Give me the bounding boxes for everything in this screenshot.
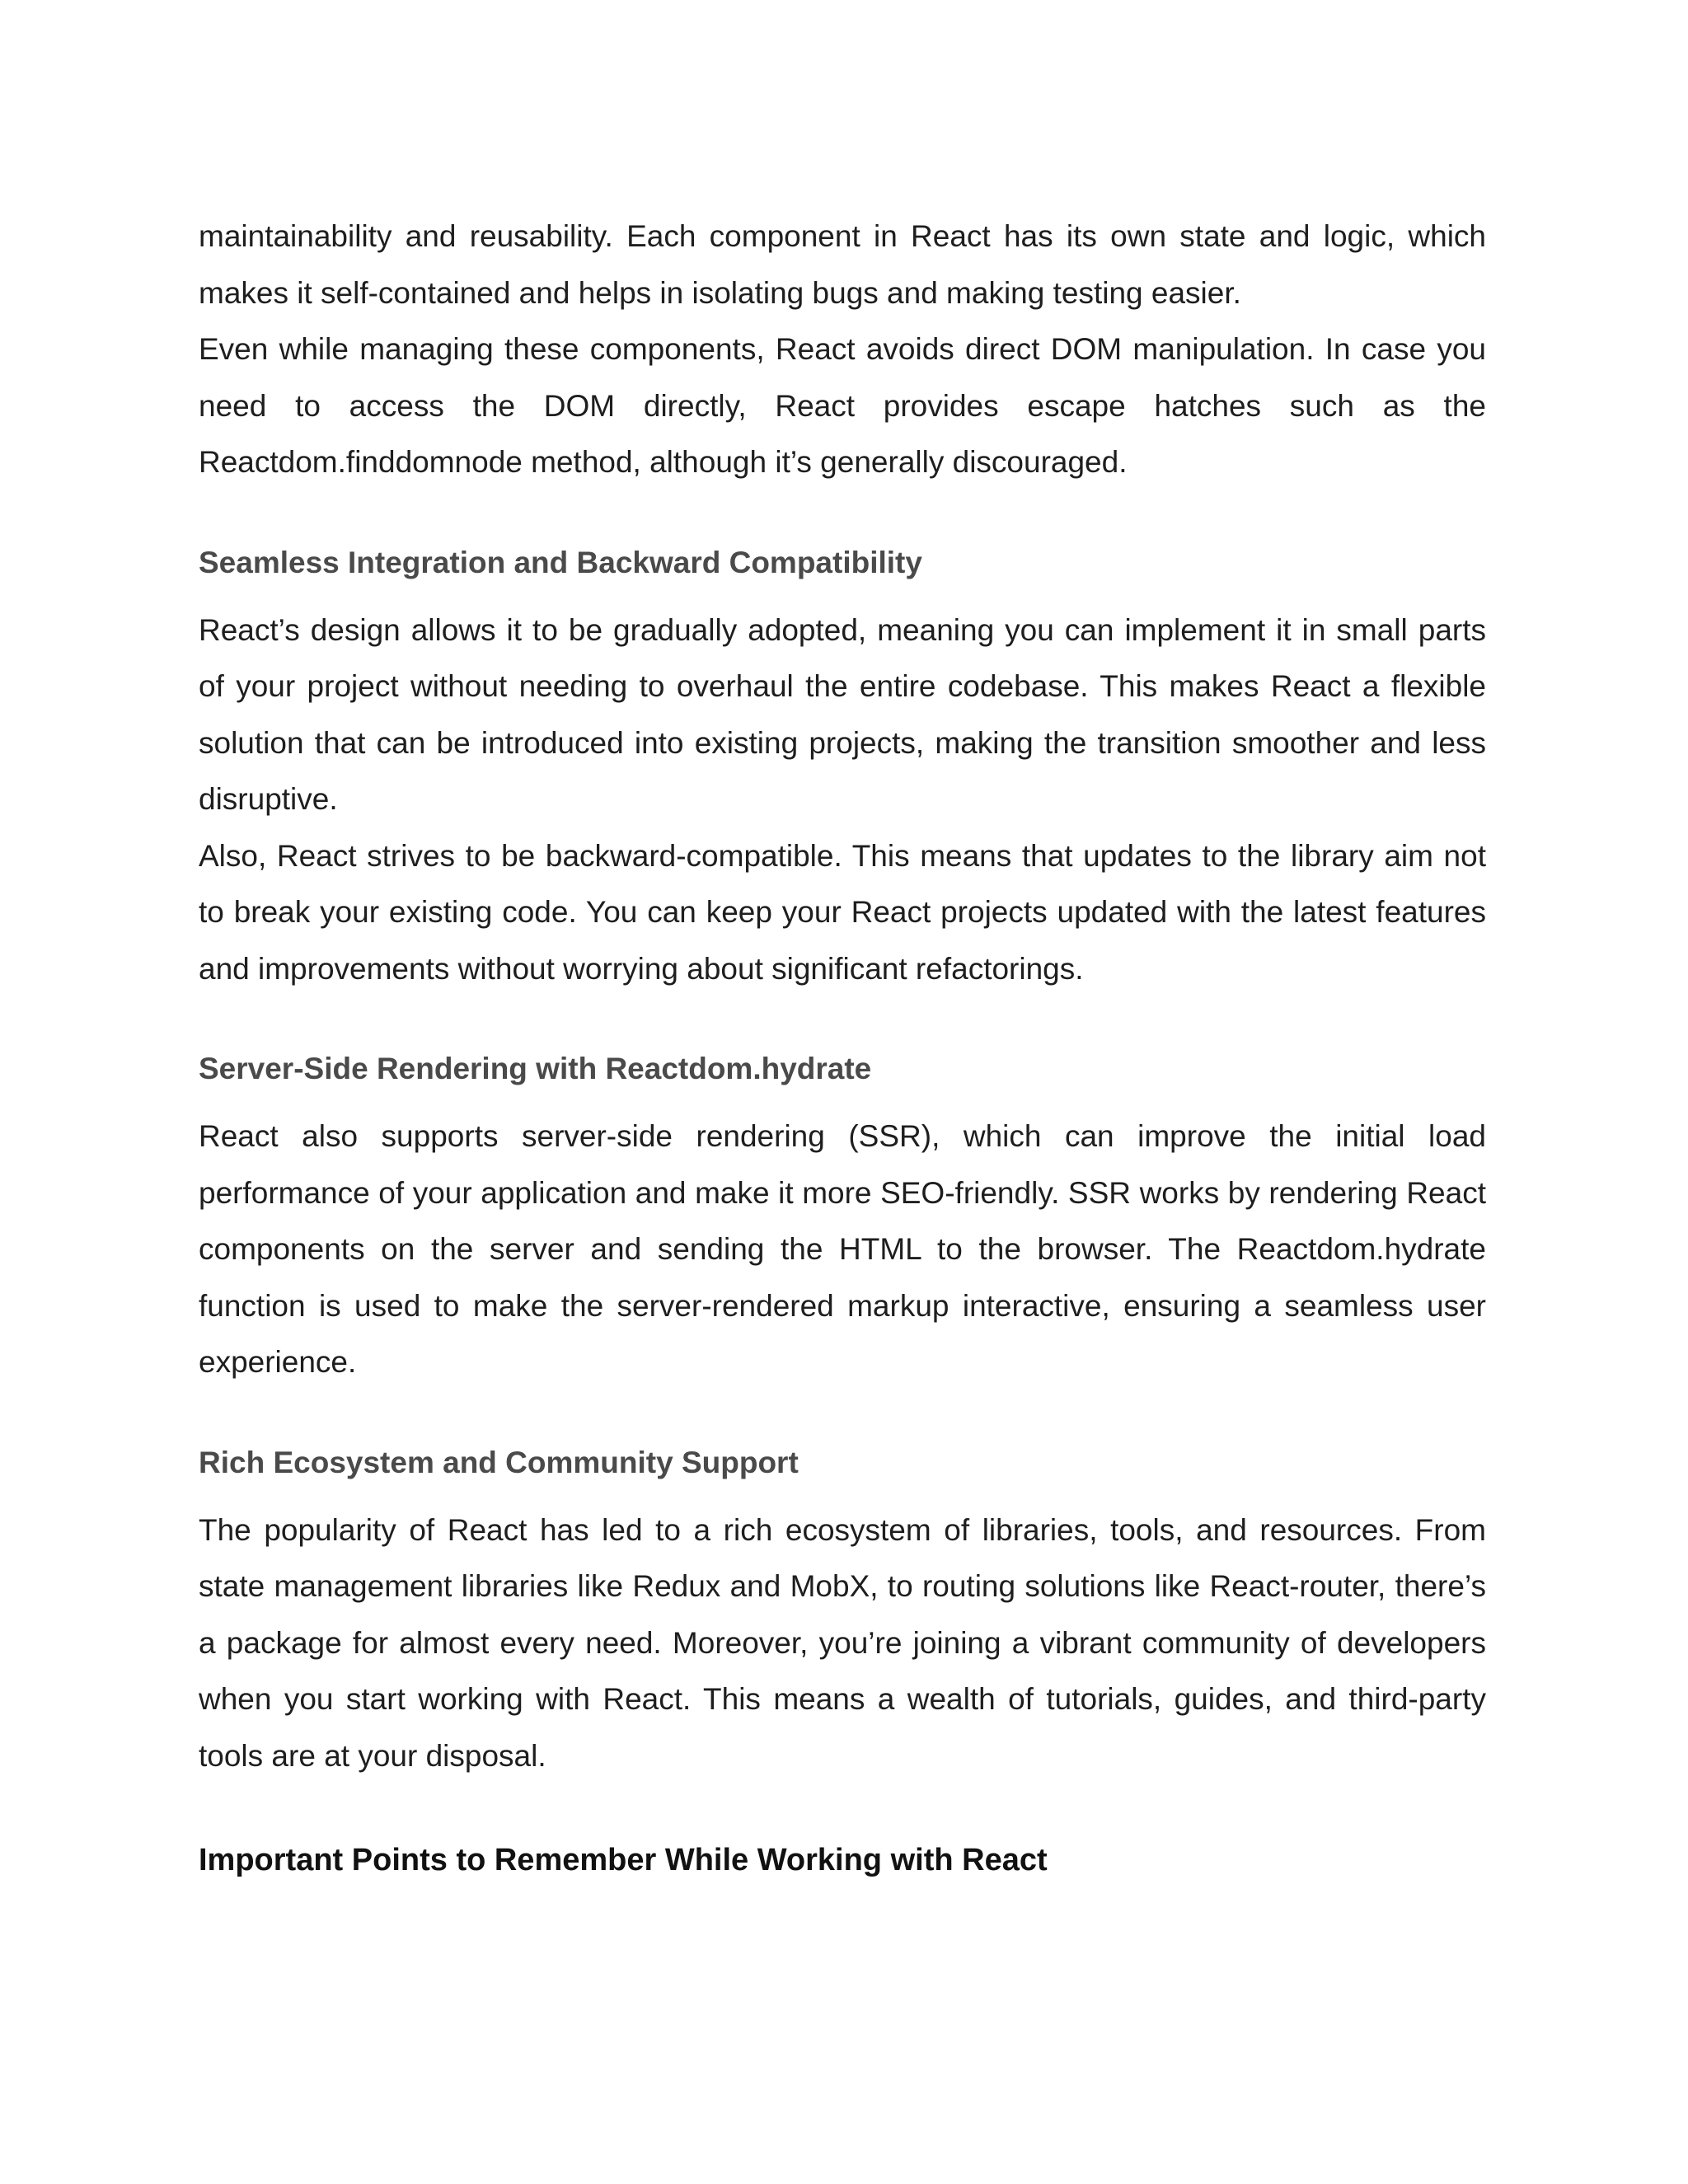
important-points-heading: Important Points to Remember While Working with React bbox=[199, 1843, 1048, 1877]
section-paragraph: The popularity of React has led to a rich ecosystem of libraries, tools, and resources. From state management libraries like Redux and MobX, to routing solutions like React-router, there’s a package for almost every need. Moreover, you’re joining a vibrant community of developers when you start working with React. This means a wealth of tutorials, guides, and third-party tools are at your disposal. bbox=[199, 1512, 1486, 1773]
section-paragraph: React also supports server-side rendering (SSR), which can improve the initial load performance of your application and make it more SEO-friendly. SSR works by rendering React components on the server and sending the HTML to the browser. The Reactdom.hydrate function is used to make the server-rendered markup interactive, ensuring a seamless user experience. bbox=[199, 1119, 1486, 1379]
intro-paragraph: Even while managing these components, React avoids direct DOM manipulation. In case you need to access the DOM directly, React provides escape hatches such as the Reactdom.finddomnode method, although it’s generally discouraged. bbox=[199, 332, 1486, 479]
intro-paragraph: maintainability and reusability. Each component in React has its own state and logic, which makes it self-contained and helps in isolating bugs and making testing easier. bbox=[199, 219, 1486, 310]
section-heading-server-side-rendering: Server-Side Rendering with Reactdom.hydrate bbox=[199, 1052, 872, 1085]
section-paragraph: React’s design allows it to be gradually adopted, meaning you can implement it in small parts of your project without needing to overhaul the entire codebase. This makes React a flexible solution that can be introduced into existing projects, making the transition smoother and less disruptive. bbox=[199, 612, 1486, 816]
section-paragraph: Also, React strives to be backward-compatible. This means that updates to the library aim not to break your existing code. You can keep your React projects updated with the latest features and improvements without worrying about significant refactorings. bbox=[199, 838, 1486, 986]
document-body bbox=[199, 209, 1486, 1888]
section-heading-rich-ecosystem: Rich Ecosystem and Community Support bbox=[199, 1445, 799, 1479]
section-heading-seamless-integration: Seamless Integration and Backward Compatibility bbox=[199, 545, 922, 579]
